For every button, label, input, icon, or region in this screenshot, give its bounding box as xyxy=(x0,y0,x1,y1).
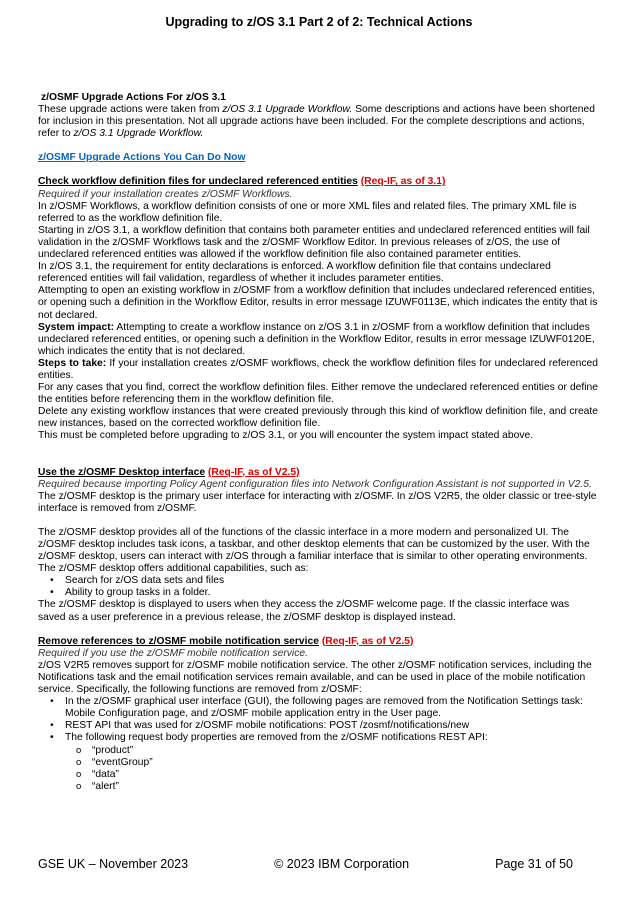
section-3-requirement: (Req-IF, as of V2.5) xyxy=(321,635,414,647)
intro-workflow-ref-2: z/OS 3.1 Upgrade Workflow. xyxy=(73,128,204,140)
section-1-paragraph: In z/OS 3.1, the requirement for entity declarations is enforced. A workflow definition file that contains undeclared referenced entities will fail validation, regardless of whether it includes parameter entities. xyxy=(38,261,551,285)
section-2-title: Use the z/OSMF Desktop interface xyxy=(38,466,206,478)
section-3-bullet-list xyxy=(38,696,598,744)
section-1-requirement: (Req-IF, as of 3.1) xyxy=(360,176,446,188)
list-item: • Ability to group tasks in a folder. xyxy=(38,587,598,599)
section-3-required-note: Required if you use the z/OSMF mobile notification service. xyxy=(38,647,308,659)
intro-heading: z/OSMF Upgrade Actions For z/OS 3.1 xyxy=(41,92,226,103)
page-footer xyxy=(38,857,573,871)
section-3-sub-list xyxy=(38,745,598,793)
page-content xyxy=(38,92,598,793)
sub-list-item: o “eventGroup” xyxy=(38,757,598,769)
steps-label: Steps to take: xyxy=(38,357,107,369)
section-1-paragraph: In z/OSMF Workflows, a workflow definition consists of one or more XML files and related files. The primary XML file is referred to as the workflow definition file. xyxy=(38,200,577,224)
section-1-paragraph: Delete any existing workflow instances that were created previously through this kind of workflow definition file, and create new instances, based on the corrected workflow definition file. xyxy=(38,406,598,430)
section-3-paragraph: z/OS V2R5 removes support for z/OSMF mobile notification service. The other z/OSMF notification services, including the Notifications task and the email notification services remain available, and can be used in place of the mobile notification service. Specifically, the following functions are removed from z/OSMF: xyxy=(38,659,592,696)
section-1-required-note: Required if your installation creates z/OSMF Workflows. xyxy=(38,188,293,200)
section-2-requirement: (Req-IF, as of V2.5) xyxy=(207,466,300,478)
section-1-paragraph: This must be completed before upgrading to z/OS 3.1, or you will encounter the system impact stated above. xyxy=(38,430,534,442)
sub-list-item: o “product” xyxy=(38,745,598,757)
sub-list-item: o “alert” xyxy=(38,781,598,793)
section-3-title: Remove references to z/OSMF mobile notification service xyxy=(38,635,319,647)
list-item: • In the z/OSMF graphical user interface (GUI), the following pages are removed from the Notification Settings task: Mobile Configuration page, and z/OSMF mobile application entry in the User page. xyxy=(38,696,598,720)
list-item: • Search for z/OS data sets and files xyxy=(38,575,598,587)
section-1-paragraph: Starting in z/OS 3.1, a workflow definition that contains both parameter entities and undeclared referenced entities will fail validation in the z/OSMF Workflows task and the z/OSMF Workflow Editor. In previous releases of z/OS, the use of undeclared referenced entities was allowed if the workflow definition file also contained parameter entities. xyxy=(38,224,590,261)
footer-event: GSE UK – November 2023 xyxy=(38,857,189,871)
steps-text: If your installation creates z/OSMF workflows, check the workflow definition files for undeclared referenced entities. xyxy=(38,357,598,381)
system-impact-label: System impact: xyxy=(38,321,115,333)
sub-list-item: o “data” xyxy=(38,769,598,781)
section-1-heading xyxy=(38,176,598,188)
section-2-heading xyxy=(38,467,598,479)
section-1-paragraph: Attempting to open an existing workflow in z/OSMF from a workflow definition that includes undeclared referenced entities, or opening such a definition in the Workflow Editor, results in error message IZUWF0113E, which indicates the entity that is not declared. xyxy=(38,285,598,321)
footer-page-number: Page 31 of 50 xyxy=(495,857,573,871)
section-1-title: Check workflow definition files for undeclared referenced entities xyxy=(38,176,358,188)
section-1-steps xyxy=(38,358,598,382)
section-2-bullet-list xyxy=(38,575,598,599)
section-2-paragraph: The z/OSMF desktop provides all of the functions of the classic interface in a more modern and personalized UI. The z/OSMF desktop includes task icons, a taskbar, and other desktop elements that can be customized by the user. With the z/OSMF desktop, users can interact with z/OS through a familiar interface that is similar to other operating environments. The z/OSMF desktop offers additional capabilities, such as: xyxy=(38,526,590,575)
upgrade-actions-link[interactable]: z/OSMF Upgrade Actions You Can Do Now xyxy=(38,152,246,164)
intro-text-1: These upgrade actions were taken from xyxy=(38,104,223,116)
intro-workflow-ref-1: z/OS 3.1 Upgrade Workflow. xyxy=(222,104,353,116)
intro-text-2: Some descriptions and actions have been shortened for inclusion in this presentation. Not all upgrade actions have been included. For the complete descriptions and actions, refer to xyxy=(38,104,595,140)
section-2-paragraph: The z/OSMF desktop is displayed to users when they access the z/OSMF welcome page. If the classic interface was saved as a user preference in a previous release, the z/OSMF desktop is displayed instead. xyxy=(38,599,570,623)
page-header: Upgrading to z/OS 3.1 Part 2 of 2: Technical Actions xyxy=(165,15,473,29)
section-1-paragraph: For any cases that you find, correct the workflow definition files. Either remove the undeclared referenced entities or define the entities before referencing them in the workflow definition file. xyxy=(38,382,598,406)
system-impact-text: Attempting to create a workflow instance on z/OS 3.1 in z/OSMF from a workflow definition that includes undeclared referenced entities, or opening such a definition in the Workflow Editor, results in error message IZUWF0120E, which indicates the entity that is not declared. xyxy=(38,321,595,357)
list-item: • REST API that was used for z/OSMF mobile notifications: POST /zosmf/notifications/new xyxy=(38,720,598,732)
list-item: • The following request body properties are removed from the z/OSMF notifications REST API: xyxy=(38,732,598,744)
section-3-heading xyxy=(38,636,598,648)
section-1-system-impact xyxy=(38,322,598,358)
section-2-required-note: Required because importing Policy Agent configuration files into Network Configuration Assistant is not supported in V2.5. xyxy=(38,478,592,490)
section-2-paragraph: The z/OSMF desktop is the primary user interface for interacting with z/OSMF. In z/OS V2R5, the older classic or tree-style interface is removed from z/OSMF. xyxy=(38,490,597,514)
footer-copyright: © 2023 IBM Corporation xyxy=(274,857,410,871)
intro-paragraph xyxy=(38,104,598,140)
